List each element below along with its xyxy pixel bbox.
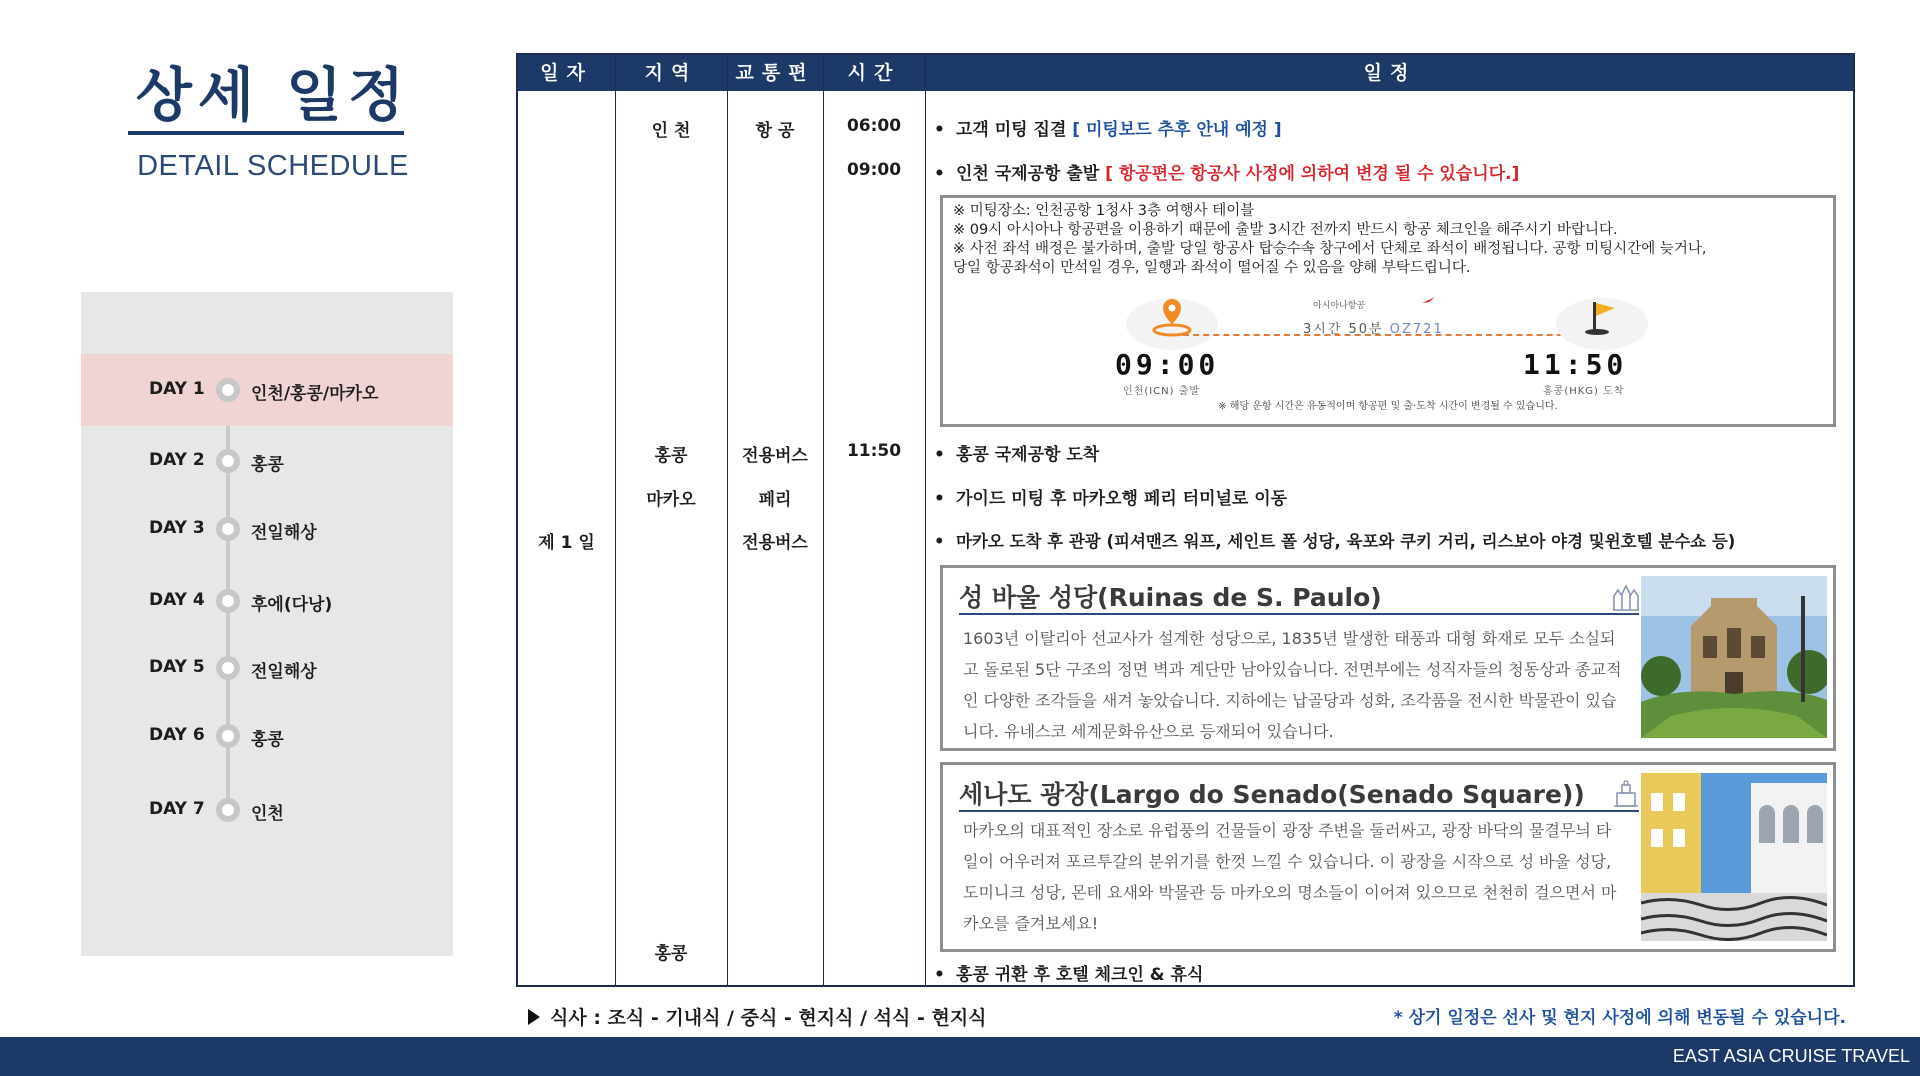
timeline-dot-icon [216, 517, 240, 541]
header-transport: 교통편 [735, 62, 815, 84]
attraction-card-senado-square [940, 762, 1836, 952]
monument-icon [1611, 779, 1641, 809]
attraction-title-underline [959, 810, 1639, 812]
day-item-3[interactable] [81, 504, 453, 554]
play-arrow-icon [528, 1009, 540, 1025]
timeline-dot-icon [216, 724, 240, 748]
schedule-text: 홍콩 귀환 후 호텔 체크인 & 휴식 [956, 965, 1204, 985]
transport-cell: 전용버스 [742, 533, 808, 553]
day-label: DAY 7 [149, 799, 205, 819]
title-underline [128, 131, 404, 135]
notice-line: ※ 미팅장소: 인천공항 1청사 3층 여행사 테이블 [953, 203, 1255, 219]
schedule-text: 홍콩 국제공항 도착 [956, 445, 1100, 465]
footer-brand: EAST ASIA CRUISE TRAVEL [1672, 1046, 1910, 1066]
header-schedule: 일정 [1363, 62, 1417, 84]
day-label: DAY 6 [149, 725, 205, 745]
timeline-dot-icon [216, 449, 240, 473]
schedule-text: 가이드 미팅 후 마카오행 페리 터미널로 이동 [956, 489, 1288, 509]
day-item-5[interactable] [81, 643, 453, 693]
schedule-note: [ 미팅보드 추후 안내 예정 ] [1072, 120, 1282, 140]
page-title: 상세 일정 [135, 61, 411, 129]
airline-logo-icon [1421, 296, 1437, 304]
notice-line: ※ 09시 아시아나 항공편을 이용하기 때문에 출발 3시간 전까지 반드시 항공 체크인을 해주시기 바랍니다. [953, 222, 1618, 238]
header-region: 지역 [644, 62, 698, 84]
notice-footnote: ※ 해당 운항 시간은 유동적이며 항공편 및 출·도착 시간이 변경될 수 있습니다. [1218, 401, 1558, 412]
region-cell: 홍콩 [654, 446, 688, 466]
day-place: 홍콩 [251, 730, 284, 750]
departure-pin-icon [1123, 294, 1221, 354]
transport-cell: 페리 [758, 490, 792, 510]
header-date: 일자 [540, 62, 593, 84]
day-label: DAY 2 [149, 450, 205, 470]
schedule-item: • 가이드 미팅 후 마카오행 페리 터미널로 이동 [934, 489, 1288, 509]
flight-duration: 3시간 50분 [1303, 322, 1384, 337]
day-place: 홍콩 [251, 455, 284, 475]
page-subtitle: DETAIL SCHEDULE [137, 150, 409, 182]
flight-route-graphic [1115, 294, 1663, 404]
day-place: 전일해상 [251, 523, 317, 543]
schedule-text: 마카오 도착 후 관광 (피셔맨즈 워프, 세인트 폴 성당, 육포와 쿠키 거리, 리스보아 야경 및윈호텔 분수쇼 등) [956, 532, 1736, 551]
st-paul-ruins-photo [1641, 576, 1827, 738]
church-icon [1611, 582, 1641, 612]
day-label: DAY 1 [149, 379, 205, 399]
region-cell: 홍콩 [654, 944, 688, 964]
transport-cell: 전용버스 [742, 446, 808, 466]
schedule-item: • 홍콩 국제공항 도착 [934, 445, 1100, 465]
day-navigation-panel [81, 292, 453, 956]
schedule-text: 고객 미팅 집결 [956, 120, 1067, 140]
time-cell: 09:00 [846, 160, 902, 180]
day-place: 인천/홍콩/마카오 [251, 384, 379, 404]
column-divider [925, 55, 926, 985]
day-item-7[interactable] [81, 785, 453, 835]
flight-notice-box [940, 195, 1836, 427]
airline-name: 아시아나항공 [1313, 301, 1366, 311]
schedule-item: • 인천 국제공항 출발 [ 항공편은 항공사 사정에 의하여 변경 될 수 있습니다.] [934, 164, 1520, 184]
region-cell: 인 천 [651, 121, 691, 141]
column-divider [615, 55, 616, 985]
attraction-description: 마카오의 대표적인 장소로 유럽풍의 건물들이 광장 주변을 둘러싸고, 광장 바닥의 물결무늬 타일이 어우러져 포르투갈의 분위기를 한껏 느낄 수 있습니다. 이 광장을 시작으로 성 바울 성당, 도미니크 성당, 몬테 요새와 박물관 등 마카오의 명소들이 이어져 있으므로 천천히 걸으면서 마카오를 즐겨보세요! [963, 821, 1617, 933]
schedule-item: • 홍콩 귀환 후 호텔 체크인 & 휴식 [934, 965, 1204, 985]
day-item-4[interactable] [81, 576, 453, 626]
transport-cell: 항 공 [755, 121, 795, 141]
notice-text [953, 202, 1706, 278]
attraction-title-underline [959, 613, 1639, 615]
time-cell: 11:50 [846, 441, 902, 461]
day-place: 후에(다낭) [251, 595, 333, 615]
schedule-item: • 마카오 도착 후 관광 (피셔맨즈 워프, 세인트 폴 성당, 육포와 쿠키 거리, 리스보아 야경 및윈호텔 분수쇼 등) [934, 532, 1736, 551]
timeline-dot-icon [216, 589, 240, 613]
schedule-footnote: * 상기 일정은 선사 및 현지 사정에 의해 변동될 수 있습니다. [1393, 1008, 1846, 1028]
schedule-table [516, 53, 1855, 987]
notice-line: ※ 사전 좌석 배정은 불가하며, 출발 당일 항공사 탑승수속 창구에서 단체로 좌석이 배정됩니다. 공항 미팅시간에 늦거나, [953, 241, 1707, 257]
attraction-title: 세나도 광장(Largo do Senado(Senado Square)) [959, 780, 1585, 809]
timeline-dot-icon [216, 378, 240, 402]
column-divider [823, 55, 824, 985]
attraction-description: 1603년 이탈리아 선교사가 설계한 성당으로, 1835년 발생한 태풍과 대형 화재로 모두 소실되고 돌로된 5단 구조의 정면 벽과 계단만 남아있습니다. 전면부에는 성직자들의 청동상과 종교적인 다양한 조각들을 새겨 놓았습니다. 지하에는 납골당과 성화, 조각품을 전시한 박물관이 있습니다. 유네스코 세계문화유산으로 등재되어 있습니다. [963, 629, 1622, 741]
attraction-card-st-paul [940, 565, 1836, 751]
schedule-item: • 고객 미팅 집결 [ 미팅보드 추후 안내 예정 ] [934, 120, 1282, 140]
timeline-dot-icon [216, 798, 240, 822]
day-item-2[interactable] [81, 436, 453, 486]
day-label: DAY 3 [149, 518, 205, 538]
departure-label: 인천(ICN) 출발 [1123, 386, 1201, 397]
table-header [518, 55, 1853, 91]
departure-time: 09:00 [1115, 348, 1220, 381]
footer-bar [0, 1037, 1920, 1076]
flight-info [1303, 318, 1444, 337]
notice-line: 당일 항공좌석이 만석일 경우, 일행과 좌석이 떨어질 수 있음을 양해 부탁드립니다. [953, 260, 1471, 276]
day-place: 전일해상 [251, 662, 317, 682]
day-item-6[interactable] [81, 711, 453, 761]
senado-square-photo [1641, 773, 1827, 941]
meal-info [528, 1003, 987, 1030]
day-place: 인천 [251, 804, 284, 824]
schedule-note: [ 항공편은 항공사 사정에 의하여 변경 될 수 있습니다.] [1105, 164, 1520, 184]
attraction-title: 성 바울 성당(Ruinas de S. Paulo) [959, 583, 1382, 612]
day-number-cell: 제 1 일 [538, 533, 595, 553]
time-cell: 06:00 [846, 116, 902, 136]
arrival-label: 홍콩(HKG) 도착 [1543, 386, 1625, 397]
flight-code: OZ721 [1389, 322, 1444, 337]
region-cell: 마카오 [646, 490, 696, 510]
timeline-dot-icon [216, 656, 240, 680]
arrival-flag-icon [1553, 294, 1651, 354]
day-label: DAY 4 [149, 590, 205, 610]
day-item-1[interactable] [81, 354, 453, 426]
arrival-time: 11:50 [1523, 348, 1628, 381]
schedule-text: 인천 국제공항 출발 [956, 164, 1100, 184]
day-label: DAY 5 [149, 657, 205, 677]
meal-text: 식사 : 조식 - 기내식 / 중식 - 현지식 / 석식 - 현지식 [550, 1007, 987, 1029]
header-time: 시간 [847, 62, 901, 84]
column-divider [727, 55, 728, 985]
